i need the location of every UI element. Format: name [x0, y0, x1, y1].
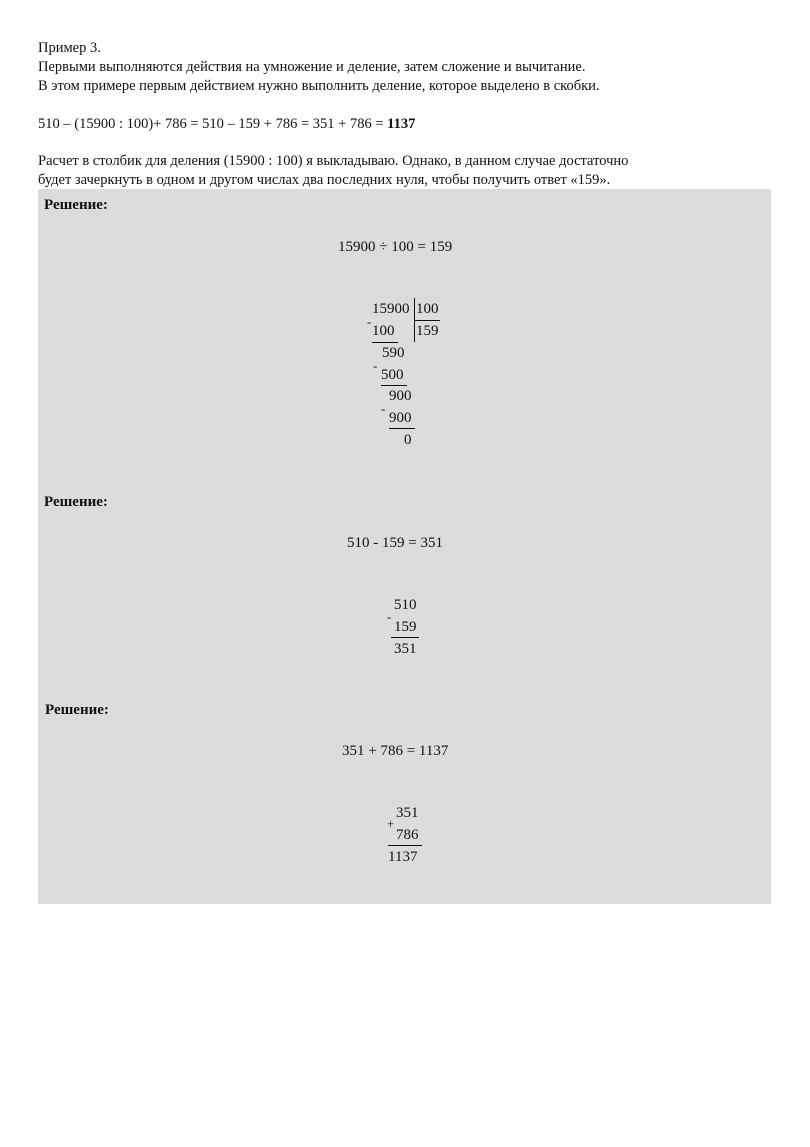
addition-bottom: 786 — [396, 827, 419, 843]
divisor-underline — [414, 320, 440, 321]
solution-2-equation: 510 - 159 = 351 — [347, 535, 443, 551]
subtraction-result: 351 — [394, 641, 417, 657]
step-line-1 — [372, 342, 398, 343]
divisor: 100 — [416, 301, 439, 317]
minus-sign-3: - — [381, 401, 386, 416]
subtrahend-1: 100 — [372, 323, 395, 339]
solution-1-equation: 15900 ÷ 100 = 159 — [338, 239, 453, 255]
expression-text: 510 – (15900 : 100)+ 786 = 510 – 159 + 786 = 351 + 786 = — [38, 116, 388, 132]
addition-result: 1137 — [388, 849, 418, 865]
note-line-2: будет зачеркнуть в одном и другом числах два последних нуля, чтобы получить ответ «159». — [38, 172, 611, 188]
addition-sign: + — [387, 816, 395, 831]
full-expression — [38, 115, 415, 133]
step-line-3 — [389, 428, 415, 429]
solution-2-heading: Решение: — [44, 494, 108, 510]
example-title: Пример 3. — [38, 40, 101, 56]
final-remainder: 0 — [404, 432, 412, 448]
subtraction-bottom: 159 — [394, 619, 417, 635]
subtrahend-2: 500 — [381, 367, 404, 383]
solution-3-equation: 351 + 786 = 1137 — [342, 743, 449, 759]
intro-line-1: Первыми выполняются действия на умножение и деление, затем сложение и вычитание. — [38, 59, 586, 75]
subtraction-sign: - — [387, 609, 392, 624]
solution-3-heading: Решение: — [45, 702, 109, 718]
addition-top: 351 — [396, 805, 419, 821]
quotient: 159 — [416, 323, 439, 339]
intro-line-2: В этом примере первым действием нужно выполнить деление, которое выделено в скобки. — [38, 78, 600, 94]
subtrahend-3: 900 — [389, 410, 412, 426]
note-line-1: Расчет в столбик для деления (15900 : 100) я выкладываю. Однако, в данном случае достаточно — [38, 153, 629, 169]
remainder-1: 590 — [382, 345, 405, 361]
subtraction-line — [391, 637, 419, 638]
step-line-2 — [381, 385, 407, 386]
minus-sign-2: - — [373, 358, 378, 373]
expression-result: 1137 — [387, 116, 416, 132]
minus-sign-1: - — [367, 314, 372, 329]
subtraction-top: 510 — [394, 597, 417, 613]
solution-1-heading: Решение: — [44, 197, 108, 213]
addition-line — [388, 845, 422, 846]
dividend: 15900 — [372, 301, 410, 317]
remainder-2: 900 — [389, 388, 412, 404]
